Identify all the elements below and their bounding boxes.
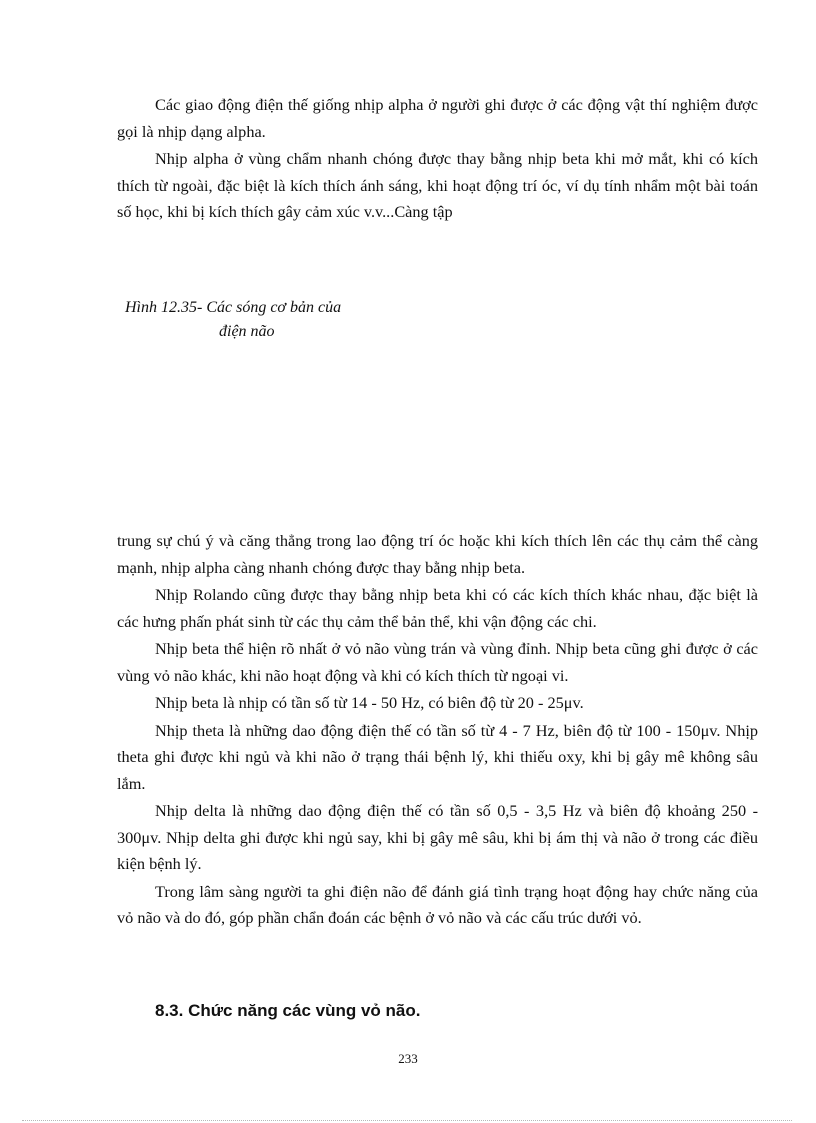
paragraph-delta: Nhịp delta là những dao động điện thế có tần số 0,5 - 3,5 Hz và biên độ khoảng 250 - 300μv. Nhịp delta ghi được khi ngủ say, khi bị gây mê sâu, khi bị ám thị và não ở trong các điều kiện bệnh lý. <box>117 801 758 873</box>
page-bottom-rule <box>22 1120 792 1121</box>
figure-caption-line-1: Hình 12.35- Các sóng cơ bản của <box>125 299 342 316</box>
paragraph-beta-location: Nhịp beta thể hiện rõ nhất ở vỏ não vùng trán và vùng đỉnh. Nhịp beta cũng ghi được ở các vùng vỏ não khác, khi não hoạt động và khi có kích thích từ ngoại vi. <box>117 639 758 685</box>
paragraph-clinical: Trong lâm sàng người ta ghi điện não để đánh giá tình trạng hoạt động hay chức năng của vỏ não và do đó, góp phần chẩn đoán các bệnh ở vỏ não và các cấu trúc dưới vỏ. <box>117 881 758 927</box>
paragraph-theta: Nhịp theta là những dao động điện thế có tần số từ 4 - 7 Hz, biên độ từ 100 - 150μv. Nhịp theta ghi được khi ngủ và khi não ở trạng thái bệnh lý, khi thiếu oxy, khi bị gây mê không sâu lắm. <box>117 720 758 793</box>
text-block-bottom <box>117 528 758 932</box>
figure-caption <box>125 296 425 344</box>
text-block-top <box>117 92 758 226</box>
page-number: 233 <box>398 1051 418 1066</box>
paragraph-beta-frequency: Nhịp beta là nhịp có tần số từ 14 - 50 Hz, có biên độ từ 20 - 25μv. <box>155 693 584 712</box>
paragraph-continuation: trung sự chú ý và căng thẳng trong lao động trí óc hoặc khi kích thích lên các thụ cảm thể càng mạnh, nhịp alpha càng nhanh chóng được thay bằng nhịp beta. <box>117 531 758 577</box>
paragraph-alpha-replacement: Nhịp alpha ở vùng chẩm nhanh chóng được thay bằng nhịp beta khi mở mắt, khi có kích thích từ ngoài, đặc biệt là kích thích ánh sáng, khi hoạt động trí óc, ví dụ tính nhẩm một bài toán số học, khi bị kích thích gây cảm xúc v.v...Càng tập <box>117 149 758 221</box>
paragraph-rolando: Nhịp Rolando cũng được thay bằng nhịp beta khi có các kích thích khác nhau, đặc biệt là các hưng phấn phát sinh từ các thụ cảm thể bản thể, khi vận động các chi. <box>117 585 758 631</box>
paragraph-alpha-like: Các giao động điện thế giống nhịp alpha ở người ghi được ở các động vật thí nghiệm được gọi là nhịp dạng alpha. <box>117 95 758 141</box>
figure-caption-line-2: điện não <box>219 323 275 340</box>
section-heading: 8.3. Chức năng các vùng vỏ não. <box>155 1001 421 1020</box>
